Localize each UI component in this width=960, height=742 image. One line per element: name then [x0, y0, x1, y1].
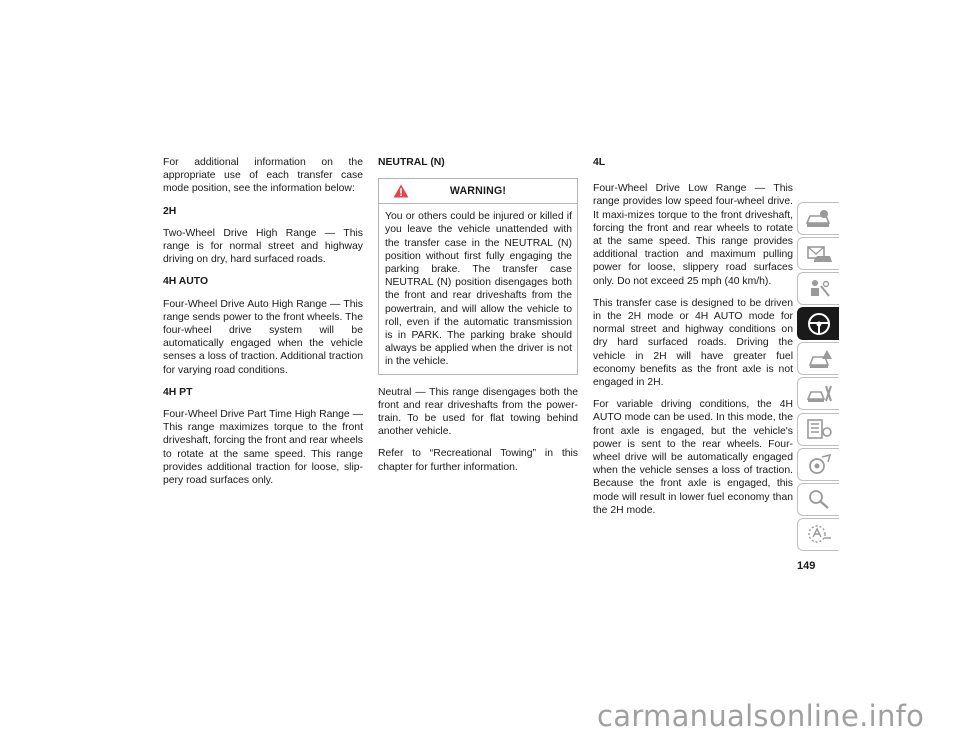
car-seat-safety-icon — [804, 278, 834, 300]
left-column — [163, 156, 363, 496]
paragraph-neutral: Neutral — This range disengages both the front and rear driveshafts from the power-train. To be used for flat towing behind another vehicle. — [378, 386, 578, 438]
language-index-icon — [804, 523, 834, 545]
warning-box — [378, 178, 578, 374]
tab-mail[interactable] — [797, 237, 839, 270]
tab-servicing[interactable] — [797, 377, 839, 410]
heading-4h-pt: 4H PT — [163, 386, 193, 398]
tab-emergency[interactable] — [797, 342, 839, 375]
chapter-tabs — [797, 202, 841, 553]
heading-neutral: NEUTRAL (N) — [378, 157, 445, 168]
warning-header — [379, 179, 577, 204]
paragraph-variable: For variable driving conditions, the 4H AUTO mode can be used. In this mode, the front axle is engaged, but the vehicle's power is sent to the rear wheels. Four-wheel drive will be automatically engaged when the vehicle senses a loss of traction. Because the front axle is engaged, this mode will result in lower fuel economy than the 2H mode. — [593, 399, 793, 516]
tab-starting-operating[interactable] — [797, 307, 839, 340]
page-number: 149 — [797, 560, 816, 572]
paragraph-refer-towing: Refer to “Recreational Towing” in this chapter for further information. — [378, 448, 578, 473]
right-column — [593, 156, 793, 526]
paragraph-4l: Four-Wheel Drive Low Range — This range provides low speed four-wheel drive. It maxi-mizes torque to the front driveshaft, forcing the front and rear wheels to rotate at the same speed. This range provides additional traction and maximum pulling power for loose, slippery road surfaces only. Do not exceed 25 mph (40 km/h). — [593, 183, 793, 287]
paragraph-design: This transfer case is designed to be driven in the 2H mode or 4H AUTO mode for normal street and highway conditions on dry hard surfaced roads. Driving the vehicle in 2H will have greater fuel economy benefits as the front axle is not engaged in 2H. — [593, 297, 793, 389]
tab-maintenance[interactable] — [797, 413, 839, 446]
middle-column — [378, 156, 578, 483]
heading-4h-auto: 4H AUTO — [163, 276, 209, 288]
car-mail-icon — [804, 243, 834, 265]
tab-index-search[interactable] — [797, 483, 839, 516]
tab-language[interactable] — [797, 518, 839, 551]
warning-text: You or others could be injured or killed if you leave the vehicle unattended with the transfer case in the NEUTRAL (N) position without first fully engaging the parking brake. The transfer case NEUTRAL (N) position disengages both the front and rear driveshafts from the powertrain, and will allow the vehicle to roll, even if the automatic transmission is in PARK. The parking brake should always be applied when the driver is not in the vehicle. — [385, 211, 572, 368]
intro-paragraph: For additional information on the appropriate use of each transfer case mode position, see the information below: — [163, 157, 363, 195]
paragraph-4h-pt: Four-Wheel Drive Part Time High Range — This range maximizes torque to the front driveshaft, forcing the front and rear wheels to rotate at the same speed. This range provides additional traction for loose, slip-pery road surfaces only. — [163, 409, 363, 487]
car-dashboard-icon — [804, 208, 834, 230]
warning-triangle-icon — [393, 184, 409, 202]
heading-2h: 2H — [163, 205, 177, 217]
watermark-text: carmanualsonline.info — [597, 699, 925, 733]
warning-title: WARNING! — [449, 184, 507, 197]
tab-technical[interactable] — [797, 448, 839, 481]
tab-safety[interactable] — [797, 272, 839, 305]
tab-dashboard[interactable] — [797, 202, 839, 235]
car-warning-icon — [804, 348, 834, 370]
paragraph-2h: Two-Wheel Drive High Range — This range is for normal street and highway driving on dry, hard surfaced roads. — [163, 227, 363, 266]
paragraph-4h-auto: Four-Wheel Drive Auto High Range — This range sends power to the front wheels. The four-wheel drive system will be automatically engaged when the vehicle senses a loss of traction. Additional traction for varying road conditions. — [163, 298, 363, 376]
tire-gauge-icon — [804, 453, 834, 475]
warning-body — [379, 204, 577, 373]
car-tools-icon — [804, 383, 834, 405]
magnifier-icon — [804, 488, 834, 510]
steering-wheel-icon — [804, 311, 834, 337]
heading-4l: 4L — [593, 157, 606, 168]
maintenance-list-icon — [804, 418, 834, 440]
